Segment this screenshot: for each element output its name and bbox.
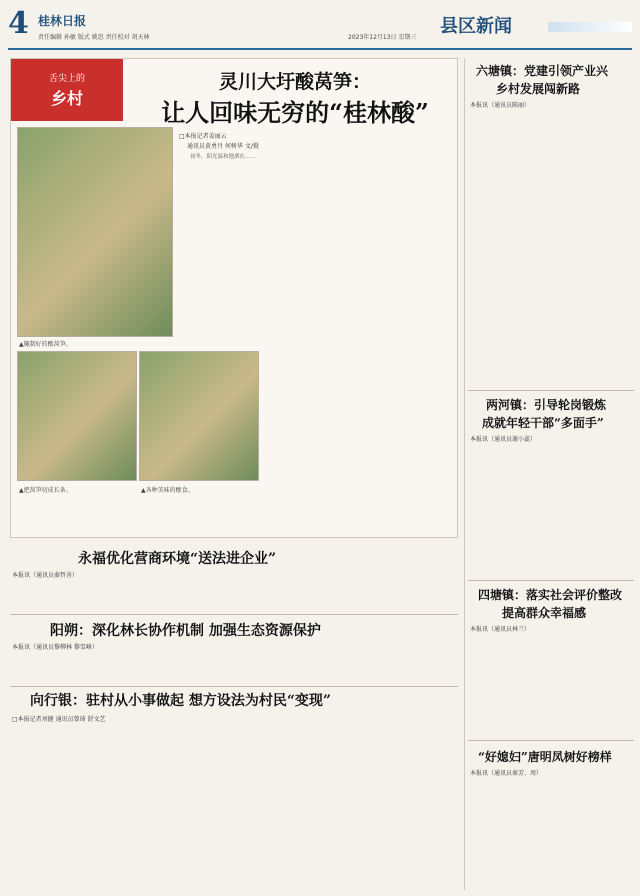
- photo-woman-with-pickles: [17, 127, 173, 337]
- feature-byline: □本报记者姜丽云: [179, 133, 227, 140]
- feature-body-column-3: [361, 131, 453, 335]
- headline-sitang-line1: 四塘镇：落实社会评价整改: [478, 588, 623, 602]
- divider: [10, 614, 458, 615]
- feature-body-column-5: [361, 341, 453, 531]
- divider: [468, 580, 634, 581]
- photo-cutting-lettuce: [17, 351, 137, 481]
- headline-yangshuo: 阳朔：深化林长协作机制 加强生态资源保护: [50, 623, 321, 639]
- byline-xiang-xingyin: □本报记者刘健 通讯员曾琦 舒文艺: [12, 716, 106, 723]
- headline-lianghe-line1: 两河镇：引导轮岗锻炼: [486, 398, 607, 412]
- body-yongfu: [12, 580, 458, 610]
- divider: [468, 740, 634, 741]
- headline-xiang-xingyin: 向行银：驻村从小事做起 想方设法为村民“变现”: [30, 693, 331, 709]
- byline-good-daughter-in-law: 本报讯（通讯员秦芳、周）: [470, 770, 543, 777]
- column-logo-line2: 乡村: [50, 89, 83, 108]
- page-number: 4: [8, 6, 29, 41]
- feature-title-line2: 让人回味无穷的“桂林酸”: [161, 98, 429, 127]
- caption-pickled-lettuce: ▲腌制好的酸莴笋。: [19, 341, 72, 348]
- byline-lianghe: 本报讯（通讯员谢小蕊）: [470, 436, 537, 443]
- editor-credits: 责任编辑 孙敏 版式 姚思 责任校对 胡天林: [38, 34, 150, 41]
- issue-date: 2023年12月13日 星期三: [348, 34, 417, 41]
- feature-body-column-4: [269, 341, 355, 531]
- headline-lianghe-line2: 成就年轻干部“多面手”: [482, 416, 604, 430]
- divider: [10, 686, 458, 687]
- headline-yongfu: 永福优化营商环境“送法进企业”: [78, 551, 277, 567]
- feature-title-line1: 灵川大圩酸莴笋：: [218, 71, 371, 93]
- paper-name: 桂林日报: [38, 14, 87, 28]
- column-rule: [464, 58, 465, 890]
- byline-liutang: 本报讯（通讯员陈丽）: [470, 102, 531, 109]
- masthead: [8, 6, 632, 50]
- byline-sitang: 本报讯（通讯员林兰）: [470, 626, 531, 633]
- headline-sitang-line2: 提高群众幸福感: [502, 606, 587, 620]
- section-decoration: [548, 22, 632, 32]
- feature-body-column-1: 初冬，阳光温和地洒在……: [190, 154, 257, 160]
- feature-body-column-2: [269, 131, 355, 335]
- headline-liutang-line2: 乡村发展闯新路: [496, 82, 581, 96]
- byline-yangshuo: 本报讯（通讯员黎柳林 黎雪峰）: [12, 644, 98, 651]
- body-xiang-xingyin: [12, 726, 458, 890]
- section-title: 县区新闻: [440, 16, 512, 37]
- photo-pickle-dishes: [139, 351, 259, 481]
- body-yangshuo: [12, 652, 458, 682]
- column-logo-line1: 舌尖上的: [48, 74, 85, 84]
- column-logo: [11, 59, 123, 121]
- body-liutang: [470, 110, 632, 380]
- caption-cutting: ▲把莴笋切成长条。: [19, 487, 72, 494]
- headline-good-daughter-in-law: “好媳妇”唐明凤树好榜样: [478, 750, 612, 764]
- headline-liutang-line1: 六塘镇：党建引领产业兴: [476, 64, 609, 78]
- divider: [468, 390, 634, 391]
- body-good-daughter-in-law: [470, 778, 632, 890]
- caption-dishes: ▲各种美味的酸食。: [141, 487, 194, 494]
- byline-yongfu: 本报讯（通讯员秦哲善）: [12, 572, 79, 579]
- body-lianghe: [470, 444, 632, 574]
- body-sitang: [470, 634, 632, 734]
- feature-byline-2: 通讯员黄勇丹 何树华 文/摄: [187, 143, 259, 150]
- feature-story: [10, 58, 458, 538]
